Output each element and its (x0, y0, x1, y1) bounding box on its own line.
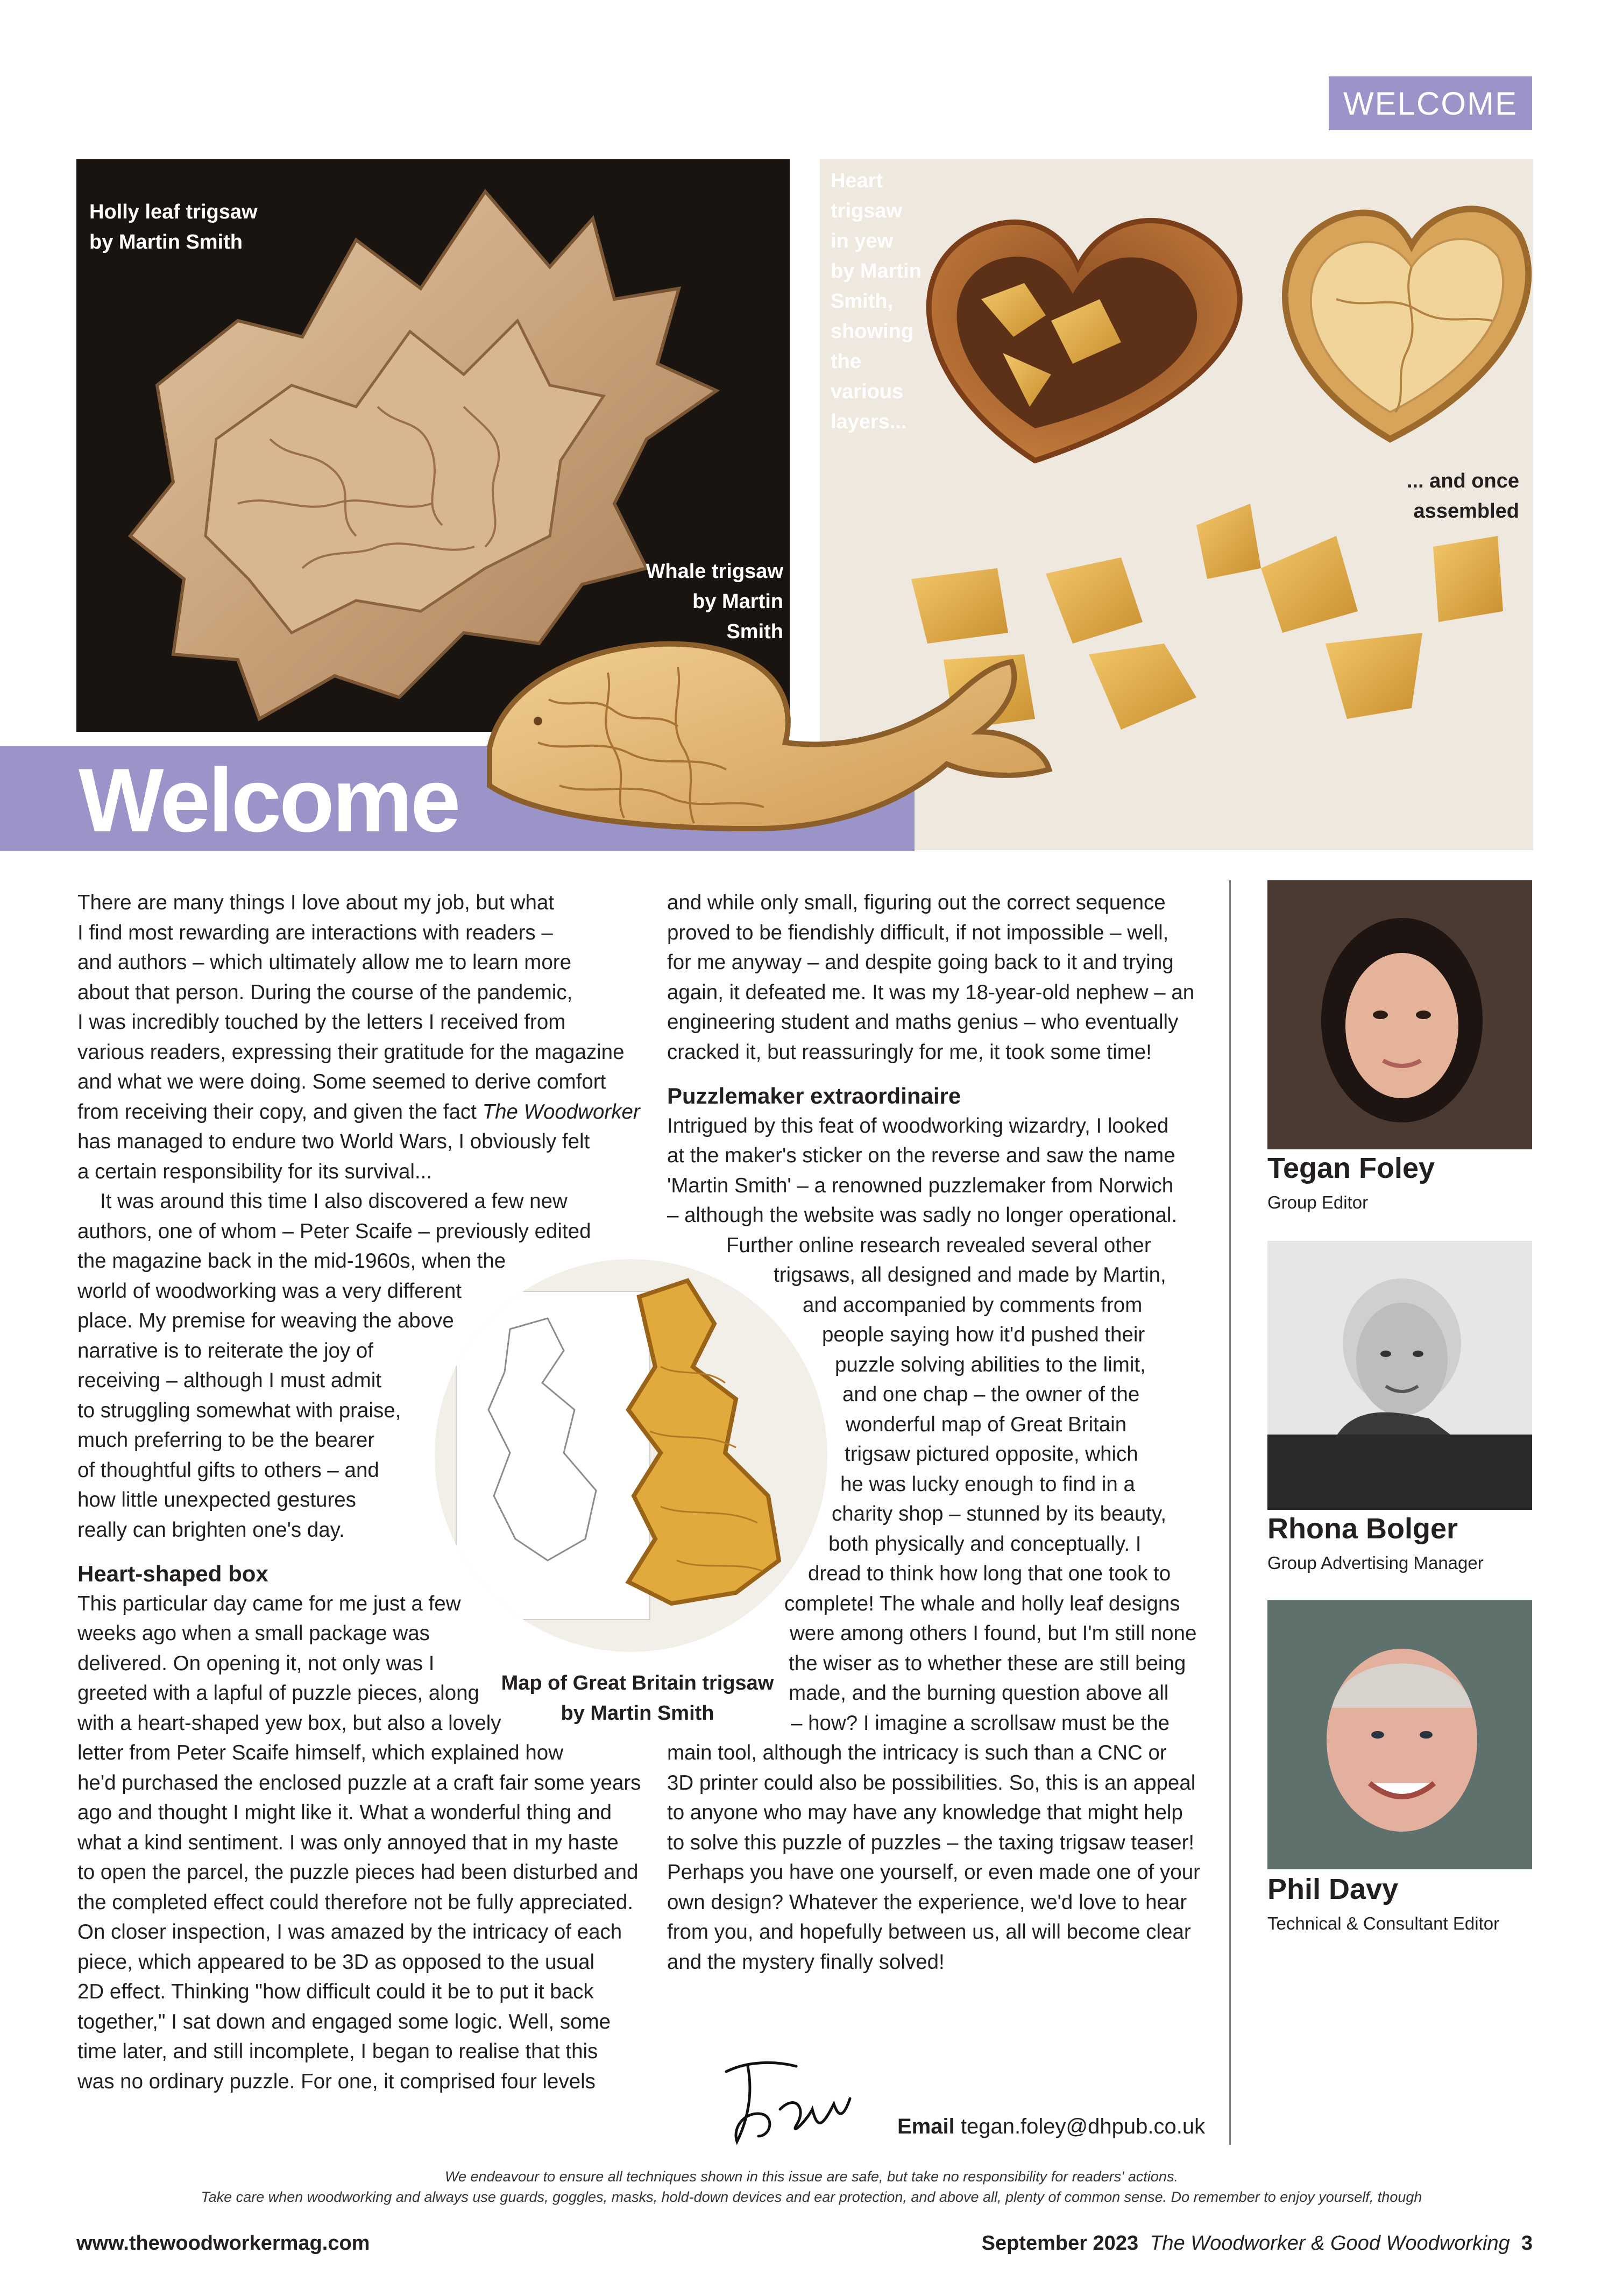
staff-name: Phil Davy (1267, 1873, 1399, 1905)
text-line: and what we were doing. Some seemed to derive comfort (77, 1070, 606, 1093)
heart-caption-line: various (831, 380, 904, 403)
column-divider (1229, 880, 1231, 2145)
text-line: again, it defeated me. It was my 18-year-old nephew – an (667, 980, 1195, 1004)
text-line: time later, and still incomplete, I began to realise that this (77, 2040, 598, 2063)
text-line: the completed effect could therefore not be fully appreciated. (77, 1890, 634, 1914)
text-line: letter from Peter Scaife himself, which explained how (77, 1741, 564, 1764)
text-line: has managed to endure two World Wars, I obviously felt (77, 1130, 590, 1153)
text-line: the wiser as to whether these are still being (789, 1651, 1186, 1675)
text-line: people saying how it'd pushed their (822, 1323, 1145, 1346)
text-line: I was incredibly touched by the letters I received from (77, 1011, 566, 1034)
staff-photo-tegan (1267, 880, 1532, 1149)
text-line: – how? I imagine a scrollsaw must be the (791, 1711, 1170, 1735)
text-line: made, and the burning question above all (789, 1682, 1169, 1705)
text-line: proved to be fiendishly difficult, if not impossible – well, (667, 921, 1169, 944)
text-line: authors, one of whom – Peter Scaife – previously edited (77, 1219, 591, 1243)
text-line: together," I sat down and engaged some logic. Well, some (77, 2010, 611, 2033)
text-line: main tool, although the intricacy is such than a CNC or (667, 1741, 1167, 1764)
text-line-segment: from receiving their copy, and given the fact (77, 1100, 477, 1124)
text-line: charity shop – stunned by its beauty, (832, 1502, 1167, 1525)
heart-caption-line: Heart (831, 169, 883, 192)
assembled-caption-line: assembled (1413, 500, 1519, 522)
text-line: narrative is to reiterate the joy of (77, 1339, 373, 1362)
text-line: to open the parcel, the puzzle pieces had been disturbed and (77, 1861, 639, 1884)
text-line: delivered. On opening it, not only was I (77, 1651, 435, 1675)
staff-photo-rhona (1267, 1241, 1532, 1510)
text-line: both physically and conceptually. I (828, 1532, 1142, 1556)
whale-trigsaw-image (473, 624, 1054, 877)
map-caption-line: Map of Great Britain trigsaw (501, 1672, 774, 1694)
text-line: much preferring to be the bearer (77, 1429, 375, 1452)
whale-caption-line: Smith (726, 620, 783, 643)
staff-role: Group Advertising Manager (1267, 1553, 1484, 1573)
text-line: to anyone who may have any knowledge that might help (667, 1801, 1183, 1824)
text-line: place. My premise for weaving the above (77, 1309, 454, 1332)
text-line: Intrigued by this feat of woodworking wizardry, I looked (667, 1114, 1169, 1138)
section-tab: WELCOME (1329, 76, 1532, 130)
footer-issue (982, 2232, 1533, 2255)
staff-name: Rhona Bolger (1267, 1513, 1458, 1545)
text-line: trigsaw pictured opposite, which (845, 1443, 1138, 1466)
text-line: the magazine back in the mid-1960s, when the (77, 1249, 506, 1273)
text-line: 2D effect. Thinking "how difficult could it be to put it back (77, 1980, 594, 2003)
text-line: world of woodworking was a very different (77, 1279, 462, 1303)
text-line: Perhaps you have one yourself, or even made one of your (667, 1861, 1200, 1884)
column-2 (667, 888, 1216, 1977)
text-line: about that person. During the course of the pandemic, (77, 980, 573, 1004)
text-line: for me anyway – and despite going back to it and trying (667, 951, 1174, 974)
text-line: and accompanied by comments from (803, 1293, 1143, 1317)
text-line: of thoughtful gifts to others – and (77, 1458, 379, 1482)
footer-url[interactable]: www.thewoodworkermag.com (76, 2232, 370, 2255)
holly-caption-line: Holly leaf trigsaw (89, 201, 258, 223)
text-line: to struggling somewhat with praise, (77, 1398, 401, 1422)
subheading: Heart-shaped box (77, 1561, 268, 1586)
magazine-name: The Woodworker (482, 1100, 640, 1124)
text-line: a certain responsibility for its survival... (77, 1160, 433, 1183)
heart-caption-line: Smith, (831, 290, 894, 313)
text-line: various readers, expressing their gratitude for the magazine (77, 1040, 625, 1064)
text-line: dread to think how long that one took to (808, 1562, 1171, 1585)
text-line: 'Martin Smith' – a renowned puzzlemaker from Norwich (667, 1174, 1174, 1197)
email-address[interactable]: tegan.foley@dhpub.co.uk (960, 2115, 1206, 2138)
whale-caption-line: Whale trigsaw (646, 560, 783, 583)
text-line: 3D printer could also be possibilities. So, this is an appeal (667, 1771, 1196, 1795)
text-line: engineering student and maths genius – who eventually (667, 1011, 1179, 1034)
text-line: and one chap – the owner of the (842, 1383, 1140, 1406)
map-caption-line: by Martin Smith (561, 1702, 714, 1725)
text-line: On closer inspection, I was amazed by the intricacy of each (77, 1920, 622, 1944)
text-line: he'd purchased the enclosed puzzle at a craft fair some years (77, 1771, 641, 1795)
text-line: what a kind sentiment. I was only annoyed that in my haste (77, 1831, 619, 1854)
staff-photo-phil (1267, 1600, 1532, 1869)
page-title: Welcome (79, 750, 459, 851)
text-line: wonderful map of Great Britain (846, 1412, 1127, 1436)
text-line: I find most rewarding are interactions with readers – (77, 921, 553, 944)
safety-disclaimer: We endeavour to ensure all techniques shown in this issue are safe, but take no responsibility for readers' actions. (445, 2168, 1178, 2185)
text-line: to solve this puzzle of puzzles – the taxing trigsaw teaser! (667, 1831, 1195, 1854)
text-line: piece, which appeared to be 3D as opposed to the usual (77, 1950, 595, 1974)
text-line: from you, and hopefully between us, all will become clear (667, 1920, 1191, 1944)
text-line: and authors – which ultimately allow me to learn more (77, 951, 572, 974)
heart-caption-line: in yew (831, 230, 894, 252)
safety-disclaimer: Take care when woodworking and always use guards, goggles, masks, hold-down devices and ear protection, and above all, plenty of common sense. Do remember to enjoy yourself, though (201, 2189, 1422, 2205)
whale-caption-line: by Martin (692, 590, 783, 613)
text-line: he was lucky enough to find in a (840, 1472, 1135, 1496)
text-line: It was around this time I also discovered a few new (100, 1190, 568, 1213)
staff-role: Group Editor (1267, 1192, 1369, 1212)
text-line: puzzle solving abilities to the limit, (835, 1353, 1146, 1376)
editor-signature (715, 2045, 855, 2152)
editor-email[interactable] (897, 2115, 1205, 2139)
holly-caption-line: by Martin Smith (89, 231, 243, 253)
text-line: at the maker's sticker on the reverse and saw the name (667, 1144, 1175, 1167)
text-line: – although the website was sadly no longer operational. (667, 1204, 1178, 1227)
text-line: were among others I found, but I'm still none (790, 1622, 1197, 1645)
text-line: ago and thought I might like it. What a wonderful thing and (77, 1801, 612, 1824)
text-line: Further online research revealed several other (726, 1233, 1151, 1257)
heart-caption-line: by Martin (831, 260, 922, 282)
text-line: This particular day came for me just a few (77, 1592, 461, 1615)
text-line: really can brighten one's day. (77, 1518, 345, 1542)
page-number: 3 (1521, 2232, 1533, 2255)
staff-name: Tegan Foley (1267, 1152, 1435, 1184)
footer-magazine: The Woodworker & Good Woodworking (1150, 2232, 1510, 2255)
text-line (77, 1097, 648, 1127)
footer-date: September 2023 (981, 2232, 1139, 2255)
text-line: how little unexpected gestures (77, 1488, 356, 1511)
text-line: weeks ago when a small package was (77, 1622, 430, 1645)
assembled-caption-line: ... and once (1406, 470, 1519, 492)
heart-caption-line: layers... (831, 411, 907, 433)
text-line: There are many things I love about my job, but what (77, 891, 554, 914)
text-line: and the mystery finally solved! (667, 1950, 945, 1974)
staff-role: Technical & Consultant Editor (1267, 1913, 1500, 1933)
text-line: greeted with a lapful of puzzle pieces, along (77, 1682, 479, 1705)
text-line: and while only small, figuring out the correct sequence (667, 891, 1166, 914)
heart-caption-line: showing (831, 320, 914, 343)
text-line: complete! The whale and holly leaf designs (784, 1592, 1180, 1615)
text-line: trigsaws, all designed and made by Martin, (774, 1263, 1166, 1287)
subheading: Puzzlemaker extraordinaire (667, 1083, 961, 1108)
text-line: cracked it, but reassuringly for me, it took some time! (667, 1040, 1152, 1064)
text-line: own design? Whatever the experience, we'd love to hear (667, 1890, 1187, 1914)
text-line: with a heart-shaped yew box, but also a lovely (77, 1711, 501, 1735)
text-line: receiving – although I must admit (77, 1369, 381, 1392)
heart-caption-line: the (831, 350, 861, 373)
heart-caption-line: trigsaw (831, 200, 903, 222)
email-label: Email (897, 2115, 955, 2138)
text-line: was no ordinary puzzle. For one, it comprised four levels (77, 2069, 596, 2093)
